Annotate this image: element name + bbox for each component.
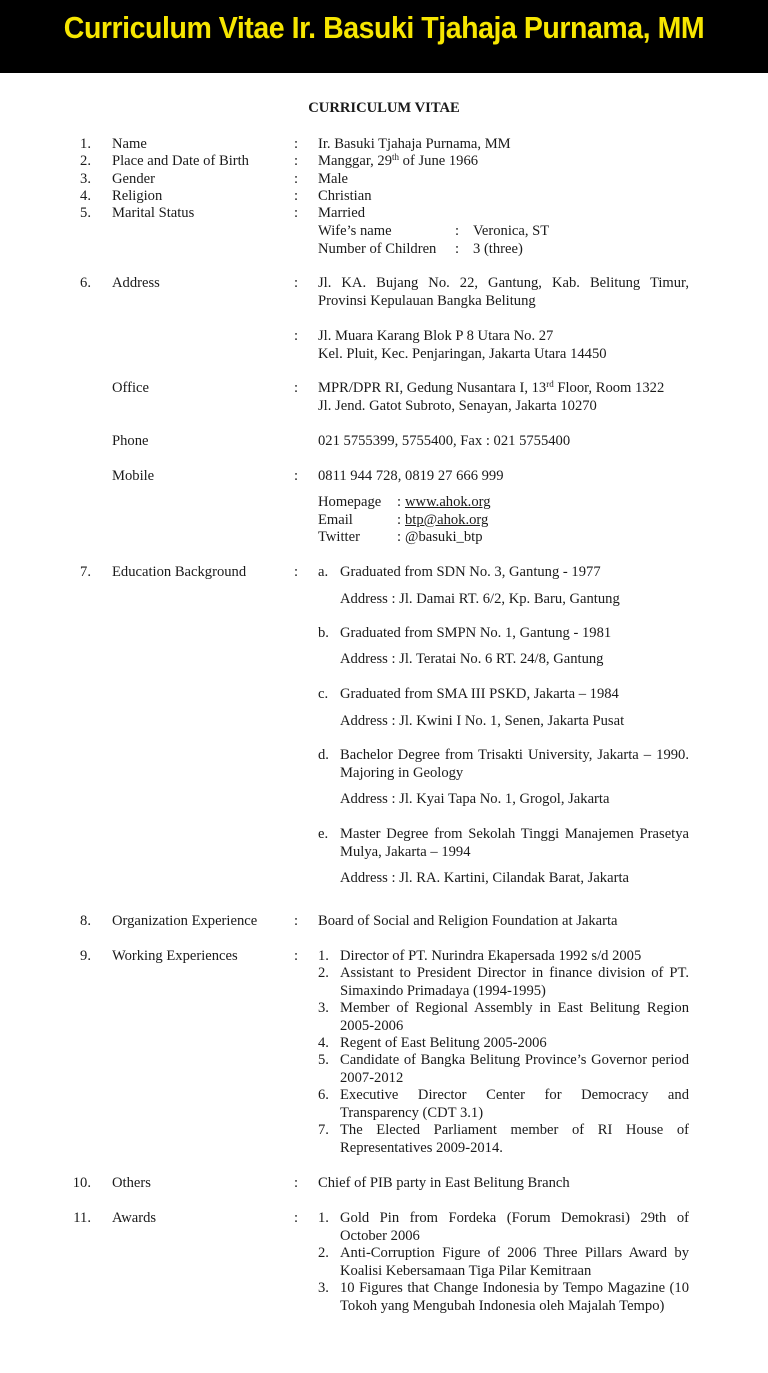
- office-address-line2: Jl. Jend. Gatot Subroto, Senayan, Jakarta 10270: [318, 398, 597, 414]
- item-number: 4.: [80, 188, 91, 204]
- awards-label: Awards: [112, 1210, 157, 1226]
- colon: :: [397, 512, 402, 528]
- list-marker: b.: [318, 625, 329, 641]
- colon: :: [294, 948, 299, 964]
- office-label: Office: [112, 380, 150, 396]
- colon: :: [294, 275, 299, 291]
- address-label: Address: [112, 275, 160, 291]
- working-label: Working Experiences: [112, 948, 238, 964]
- working-item: Executive Director Center for Democracy and Transparency (CDT 3.1): [340, 1087, 689, 1121]
- email-link[interactable]: btp@ahok.org: [405, 512, 489, 528]
- list-marker: c.: [318, 686, 329, 702]
- education-address: Address : Jl. Kwini I No. 1, Senen, Jakarta Pusat: [340, 713, 625, 729]
- list-marker: 1.: [318, 1210, 329, 1226]
- working-item: Assistant to President Director in finance division of PT. Simaxindo Primadaya (1994-1995): [340, 965, 689, 999]
- colon: :: [294, 468, 299, 484]
- list-marker: 2.: [318, 965, 329, 981]
- item-number: 5.: [80, 205, 91, 221]
- item-number: 1.: [80, 136, 91, 152]
- working-item: Member of Regional Assembly in East Belitung Region 2005-2006: [340, 1000, 689, 1034]
- gender-value: Male: [318, 171, 348, 187]
- twitter-handle: @basuki_btp: [405, 529, 483, 545]
- homepage-label: Homepage: [318, 494, 382, 510]
- home-address-1: Jl. KA. Bujang No. 22, Gantung, Kab. Belitung Timur, Provinsi Kepulauan Bangka Belitung: [318, 275, 689, 309]
- item-number: 3.: [80, 171, 91, 187]
- list-marker: 7.: [318, 1122, 329, 1138]
- colon: :: [455, 241, 460, 257]
- education-address: Address : Jl. Teratai No. 6 RT. 24/8, Gantung: [340, 651, 604, 667]
- education-label: Education Background: [112, 564, 247, 580]
- working-item: The Elected Parliament member of RI House of Representatives 2009-2014.: [340, 1122, 689, 1156]
- item-number: 6.: [80, 275, 91, 291]
- home-address-2-line1: Jl. Muara Karang Blok P 8 Utara No. 27: [318, 328, 554, 344]
- colon: :: [294, 1175, 299, 1191]
- list-marker: 5.: [318, 1052, 329, 1068]
- list-marker: d.: [318, 747, 329, 763]
- twitter-label: Twitter: [318, 529, 360, 545]
- email-label: Email: [318, 512, 353, 528]
- document-heading: CURRICULUM VITAE: [308, 100, 460, 116]
- list-marker: e.: [318, 826, 329, 842]
- list-marker: 4.: [318, 1035, 329, 1051]
- education-item: Graduated from SDN No. 3, Gantung - 1977: [340, 564, 601, 580]
- marital-value: Married: [318, 205, 366, 221]
- list-marker: 3.: [318, 1280, 329, 1296]
- colon: :: [294, 205, 299, 221]
- children-label: Number of Children: [318, 241, 437, 257]
- colon: :: [294, 171, 299, 187]
- education-item: Master Degree from Sekolah Tinggi Manajemen Prasetya Mulya, Jakarta – 1994: [340, 826, 689, 860]
- mobile-label: Mobile: [112, 468, 155, 484]
- office-address-line1: MPR/DPR RI, Gedung Nusantara I, 13rd Floor, Room 1322: [318, 379, 665, 396]
- colon: :: [294, 913, 299, 929]
- working-item: Candidate of Bangka Belitung Province’s Governor period 2007-2012: [340, 1052, 689, 1086]
- wife-label: Wife’s name: [318, 223, 392, 239]
- colon: :: [294, 564, 299, 580]
- religion-value: Christian: [318, 188, 372, 204]
- item-number: 2.: [80, 153, 91, 169]
- birth-label: Place and Date of Birth: [112, 153, 249, 169]
- education-item: Graduated from SMPN No. 1, Gantung - 1981: [340, 625, 612, 641]
- working-item: Director of PT. Nurindra Ekapersada 1992 s/d 2005: [340, 948, 642, 964]
- list-marker: 3.: [318, 1000, 329, 1016]
- education-item: Bachelor Degree from Trisakti University, Jakarta – 1990. Majoring in Geology: [340, 747, 689, 781]
- gender-label: Gender: [112, 171, 155, 187]
- list-marker: a.: [318, 564, 329, 580]
- education-item: Graduated from SMA III PSKD, Jakarta – 1984: [340, 686, 619, 702]
- colon: :: [397, 494, 402, 510]
- education-address: Address : Jl. Damai RT. 6/2, Kp. Baru, Gantung: [340, 591, 620, 607]
- organization-label: Organization Experience: [112, 913, 258, 929]
- item-number: 11.: [73, 1210, 91, 1226]
- organization-value: Board of Social and Religion Foundation at Jakarta: [318, 913, 618, 929]
- colon: :: [294, 153, 299, 169]
- children-value: 3 (three): [473, 241, 523, 257]
- item-number: 10.: [72, 1175, 91, 1191]
- others-label: Others: [112, 1175, 151, 1191]
- colon: :: [397, 529, 402, 545]
- colon: :: [294, 380, 299, 396]
- colon: :: [294, 328, 299, 344]
- list-marker: 6.: [318, 1087, 329, 1103]
- education-address: Address : Jl. RA. Kartini, Cilandak Barat, Jakarta: [340, 870, 629, 886]
- religion-label: Religion: [112, 188, 163, 204]
- item-number: 8.: [80, 913, 91, 929]
- homepage-link[interactable]: www.ahok.org: [405, 494, 491, 510]
- birth-value: Manggar, 29th of June 1966: [318, 152, 479, 169]
- others-value: Chief of PIB party in East Belitung Branch: [318, 1175, 570, 1191]
- name-label: Name: [112, 136, 147, 152]
- list-marker: 1.: [318, 948, 329, 964]
- award-item: 10 Figures that Change Indonesia by Tempo Magazine (10 Tokoh yang Mengubah Indonesia oleh Majalah Tempo): [340, 1280, 689, 1314]
- phone-value: 021 5755399, 5755400, Fax : 021 5755400: [318, 433, 571, 449]
- home-address-2-line2: Kel. Pluit, Kec. Penjaringan, Jakarta Utara 14450: [318, 346, 607, 362]
- colon: :: [455, 223, 460, 239]
- banner-title: Curriculum Vitae Ir. Basuki Tjahaja Purnama, MM: [63, 10, 705, 45]
- item-number: 9.: [80, 948, 91, 964]
- colon: :: [294, 136, 299, 152]
- marital-label: Marital Status: [112, 205, 195, 221]
- name-value: Ir. Basuki Tjahaja Purnama, MM: [318, 136, 511, 152]
- colon: :: [294, 1210, 299, 1226]
- wife-value: Veronica, ST: [473, 223, 550, 239]
- award-item: Gold Pin from Fordeka (Forum Demokrasi) 29th of October 2006: [340, 1210, 689, 1244]
- phone-label: Phone: [112, 433, 149, 449]
- education-address: Address : Jl. Kyai Tapa No. 1, Grogol, Jakarta: [340, 791, 610, 807]
- working-item: Regent of East Belitung 2005-2006: [340, 1035, 547, 1051]
- mobile-value: 0811 944 728, 0819 27 666 999: [318, 468, 504, 484]
- list-marker: 2.: [318, 1245, 329, 1261]
- item-number: 7.: [80, 564, 91, 580]
- colon: :: [294, 188, 299, 204]
- award-item: Anti-Corruption Figure of 2006 Three Pillars Award by Koalisi Kebersamaan Tiga Pilar Kemitraan: [340, 1245, 689, 1279]
